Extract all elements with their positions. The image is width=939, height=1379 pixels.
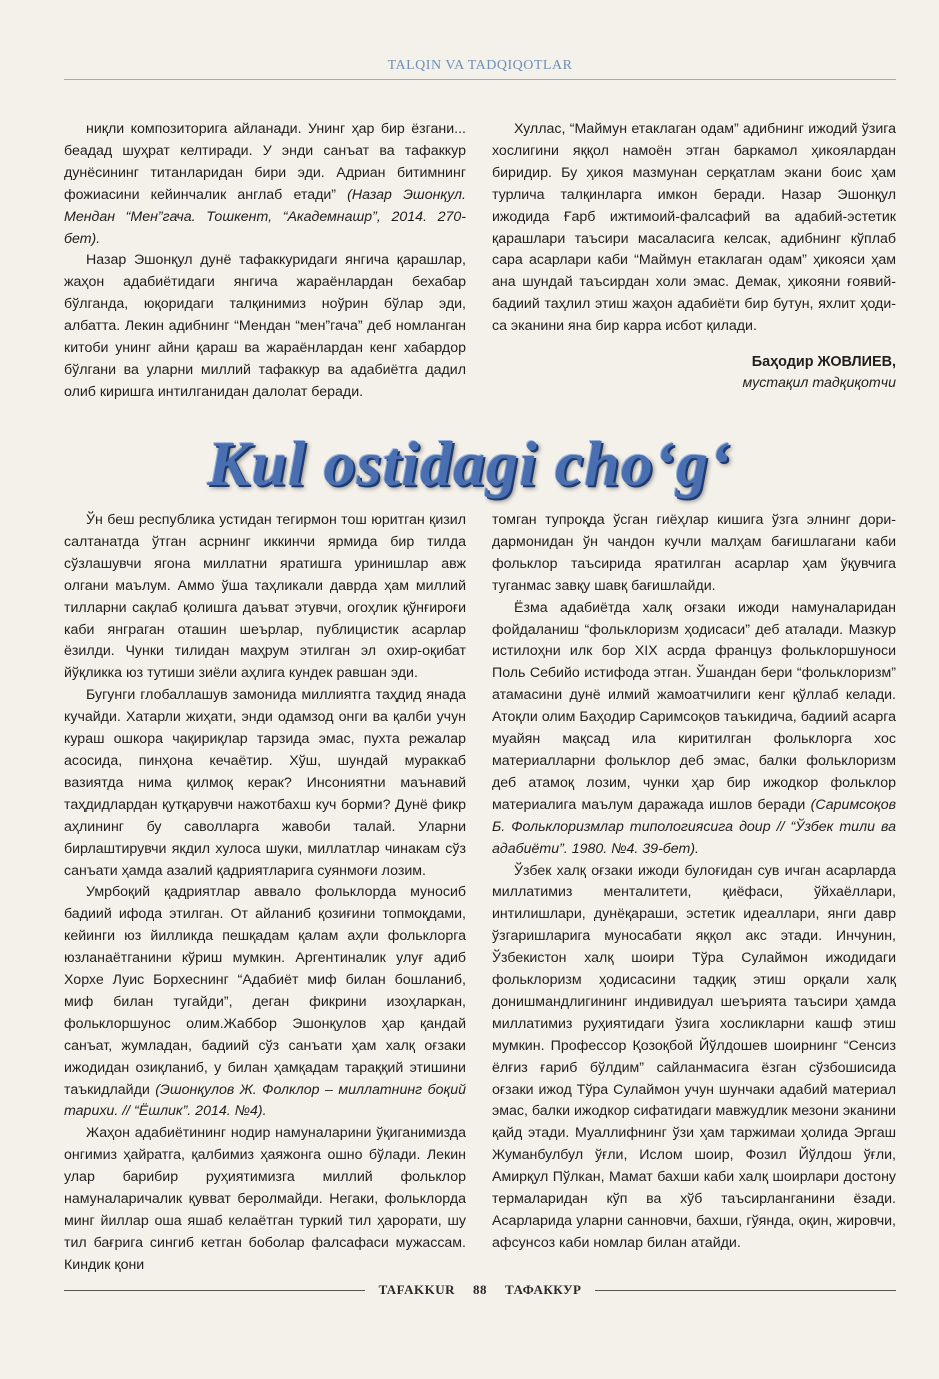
column-top-right [492, 119, 896, 394]
paragraph-text: ниқли композиторига айланади. Унинг ҳар бир ёзгани... беадад шуҳрат келтиради. У энди санъат ва тафаккур дунёсининг титанларидан бири эди. Адриан битимнинг фожиасини кейинчалик англаб етади” [64, 121, 466, 203]
paragraph [64, 685, 466, 882]
footer-magazine-cyrillic: ТАФАККУР [505, 1282, 582, 1297]
column-top-left [64, 119, 466, 404]
citation: (Эшонқулов Ж. Фолклор – миллатнинг боқий тарихи. // “Ёшлик”. 2014. №4). [64, 1081, 466, 1120]
running-head: TALQIN VA TADQIQOTLAR [387, 58, 573, 73]
paragraph-text: Ўн беш республика устидан тегирмон тош юритган қизил салтанатда ўтган асрнинг иккинчи ярмида бир тилда сўзлашувчи ягона миллатни яратишга уринишлар авж олгани маълум. Аммо ўша таҳликали даврда ҳам миллий тилларни сақлаб қолишга даъват этувчи, огоҳлик қўнғироғи каби янграган оташин шеърлар, публицистик асарлар ёзилди. Чунки тилидан маҳрум этилган эл охир-оқибат йўқликка юз тутиши зиёли аҳлига кундек равшан эди. [64, 512, 466, 682]
page-footer [64, 1279, 896, 1301]
paragraph-text: томган тупроқда ўсган гиёҳлар кишига ўзга элнинг дори-дармонидан ўн чандон кучли малҳам бағишлагани каби фольклор таъсирида яратилган асарлар ҳам ўқувчига туганмас завқу шавқ бағишлайди. [492, 512, 896, 594]
paragraph-text: Умрбоқий қадриятлар аввало фольклорда муносиб бадиий ифода этилган. От айланиб қозиғини топмоқдами, кейинги юз йилликда пешқадам қалам аҳли фольклорга юзланаётганини кўриш мумкин. Аргентиналик улуғ адиб Хорхе Луис Борхеснинг “Адабиёт миф билан бошланиб, миф билан тугайди”, деган фикрини изоҳларкан, фольклоршунос олим.Жаббор Эшонқулов ҳар қандай санъат, жумладан, бадиий сўз санъати ҳам халқ оғзаки ижодидан озиқланиб, у билан ҳамқадам тараққий этишини таъкидлайди [64, 884, 466, 1098]
paragraph [64, 1123, 466, 1276]
paragraph [64, 119, 466, 250]
paragraph-text: Жаҳон адабиётининг нодир намуналарини ўқиганимизда онгимиз ҳайратга, қалбимиз ҳаяжонга ошно бўлади. Лекин улар барибир руҳиятимизга миллий фольклор намуналаричалик қувват беролмайди. Негаки, фольклорда минг йиллар оша яшаб келаётган туркий тил ҳарорати, шу тил бағрига сингиб кетган боболар фалсафаси мужассам. Киндик қони [64, 1125, 466, 1273]
page-number: 88 [473, 1282, 488, 1297]
footer-center [365, 1282, 596, 1298]
paragraph [64, 510, 466, 685]
footer-rule-right [595, 1290, 896, 1291]
paragraph [492, 861, 896, 1255]
paragraph [492, 510, 896, 598]
paragraph-text: Назар Эшонқул дунё тафаккуридаги янгича қарашлар, жаҳон адабиётидаги янгича жараёнлардан бехабар бўлганда, юқоридаги талқинимиз ноўрин бўлар эди, албатта. Лекин адибнинг “Мендан “мен”гача” деб номланган китоби унинг айни қараш ва жараёнлардан кенг хабардор бўлгани ва уларни миллий тафаккур ва адабиётга дадил олиб киришга интилганидан далолат беради. [64, 252, 466, 400]
citation: (Саримсоқов Б. Фольклоризмлар типологиясига доир // “Ўзбек тили ва адабиёти”. 1980. №4. 39-бет). [492, 796, 896, 857]
paragraph [492, 119, 896, 338]
paragraph-text: Хуллас, “Маймун етаклаган одам” адибнинг ижодий ўзига хослигини яққол намоён этган баркамол ҳикоялардан биридир. Бу ҳикоя мазмунан серқатлам экани боис ҳам турлича талқинларга имкон беради. Назар Эшонқул ижодида Ғарб ижтимоий-фалсафий ва адабий-эстетик қарашлари таъсири масаласига келсак, адибнинг кўплаб сара асарлари каби “Маймун етаклаган одам” ҳикояси ҳам ана шундай таъсирдан холи эмас. Демак, ҳикояни ғоявий-бадиий таҳлил этиш жаҳон адабиёти бир бутун, яхлит ҳодиса эканини яна бир карра исбот қилади. [492, 121, 896, 335]
citation: (Назар Эшонқул. Мендан “Мен”гача. Тошкент, “Академнашр”, 2014. 270-бет). [64, 186, 466, 247]
column-bottom-left [64, 510, 466, 1277]
paragraph [64, 250, 466, 403]
author-role: мустақил тадқиқотчи [742, 375, 896, 392]
paragraph [492, 598, 896, 861]
paragraph-text: Бугунги глобаллашув замонида миллиятга таҳдид янада кучайди. Хатарли жиҳати, энди одамзод онги ва қалби учун кураш ошкора чақириқлар тарзида эмас, пухта режалар асосида, пинҳона кечаётир. Хўш, шундай мураккаб вазиятда нима қилмоқ керак? Инсониятни маънавий таҳдидлардан қутқарувчи нажотбахш куч борми? Дунё фикр аҳлининг бу саволларга жавоби талай. Уларни бирлаштирувчи якдил хулоса шуки, миллатлар чинакам сўз санъати ҳамда азалий қадриятларига суянмоғи лозим. [64, 687, 466, 879]
article-headline: Kul ostidagi cho‘g‘ [207, 428, 732, 499]
footer-rule-left [64, 1290, 365, 1291]
author-name: Баҳодир ЖОВЛИЕВ, [751, 354, 896, 371]
footer-magazine-latin: TAFAKKUR [378, 1282, 456, 1297]
header-rule [64, 79, 896, 80]
author-signature [492, 352, 896, 394]
paragraph-text: Ўзбек халқ оғзаки ижоди булоғидан сув ичган асарларда миллатимиз менталитети, қиёфаси, ўйхаёллари, интилишлари, дунёқараши, эстетик идеаллари, янги давр ўзгаришларига муносабати яққол акс этади. Инчунин, Ўзбекистон халқ шоири Тўра Сулаймон ижодидаги фольклоризм ҳодисасини тадқиқ этиш орқали халқ донишмандлигининг индивидуал шеърията таъсири ҳамда миллатимиз руҳиятидаги ўзига хосликларни кашф этиш мумкин. Профессор Қозоқбой Йўлдошев шоирнинг “Сенсиз ёлғиз ғариб бўлдим” сайланмасига ёзган сўзбошисида оғзаки ижод Тўра Сулаймон учун шунчаки адабий материал эмас, балки ижодкор сифатидаги мавжудлик мезони эканини қайд этади. Муаллифнинг ўзи ҳам таржимаи ҳолида Эргаш Жуманбулбул ўғли, Ислом шоир, Фозил Йўлдош ўғли, Амирқул Пўлкан, Мамат бахши каби халқ шоирлари достону термаларидан кўп ва хўб таъсирланганини ёзади. Асарларида уларни санновчи, бахши, гўянда, оқин, жировчи, афсунсоз каби номлар билан атайди. [492, 862, 896, 1251]
column-bottom-right [492, 510, 896, 1255]
paragraph [64, 882, 466, 1123]
paragraph-text: Ёзма адабиётда халқ оғзаки ижоди намуналаридан фойдаланиш “фольклоризм ҳодисаси” деб аталади. Мазкур истилоҳни илк бор XIX асрда француз фольклоршуноси Поль Себийо истифода этган. Ўшандан бери “фольклоризм” атамасини дунё илмий жамоатчилиги кенг қўллаб келади. Атоқли олим Баҳодир Саримсоқов таъкидича, бадиий асарга муайян мақсад ила киритилган фольклорга хос материалларни фольклор деб эмас, балки фольклоризм деб атамоқ лозим, чунки ҳар бир ижодкор фольклор материалига маълум даражада ишлов беради [492, 599, 896, 813]
